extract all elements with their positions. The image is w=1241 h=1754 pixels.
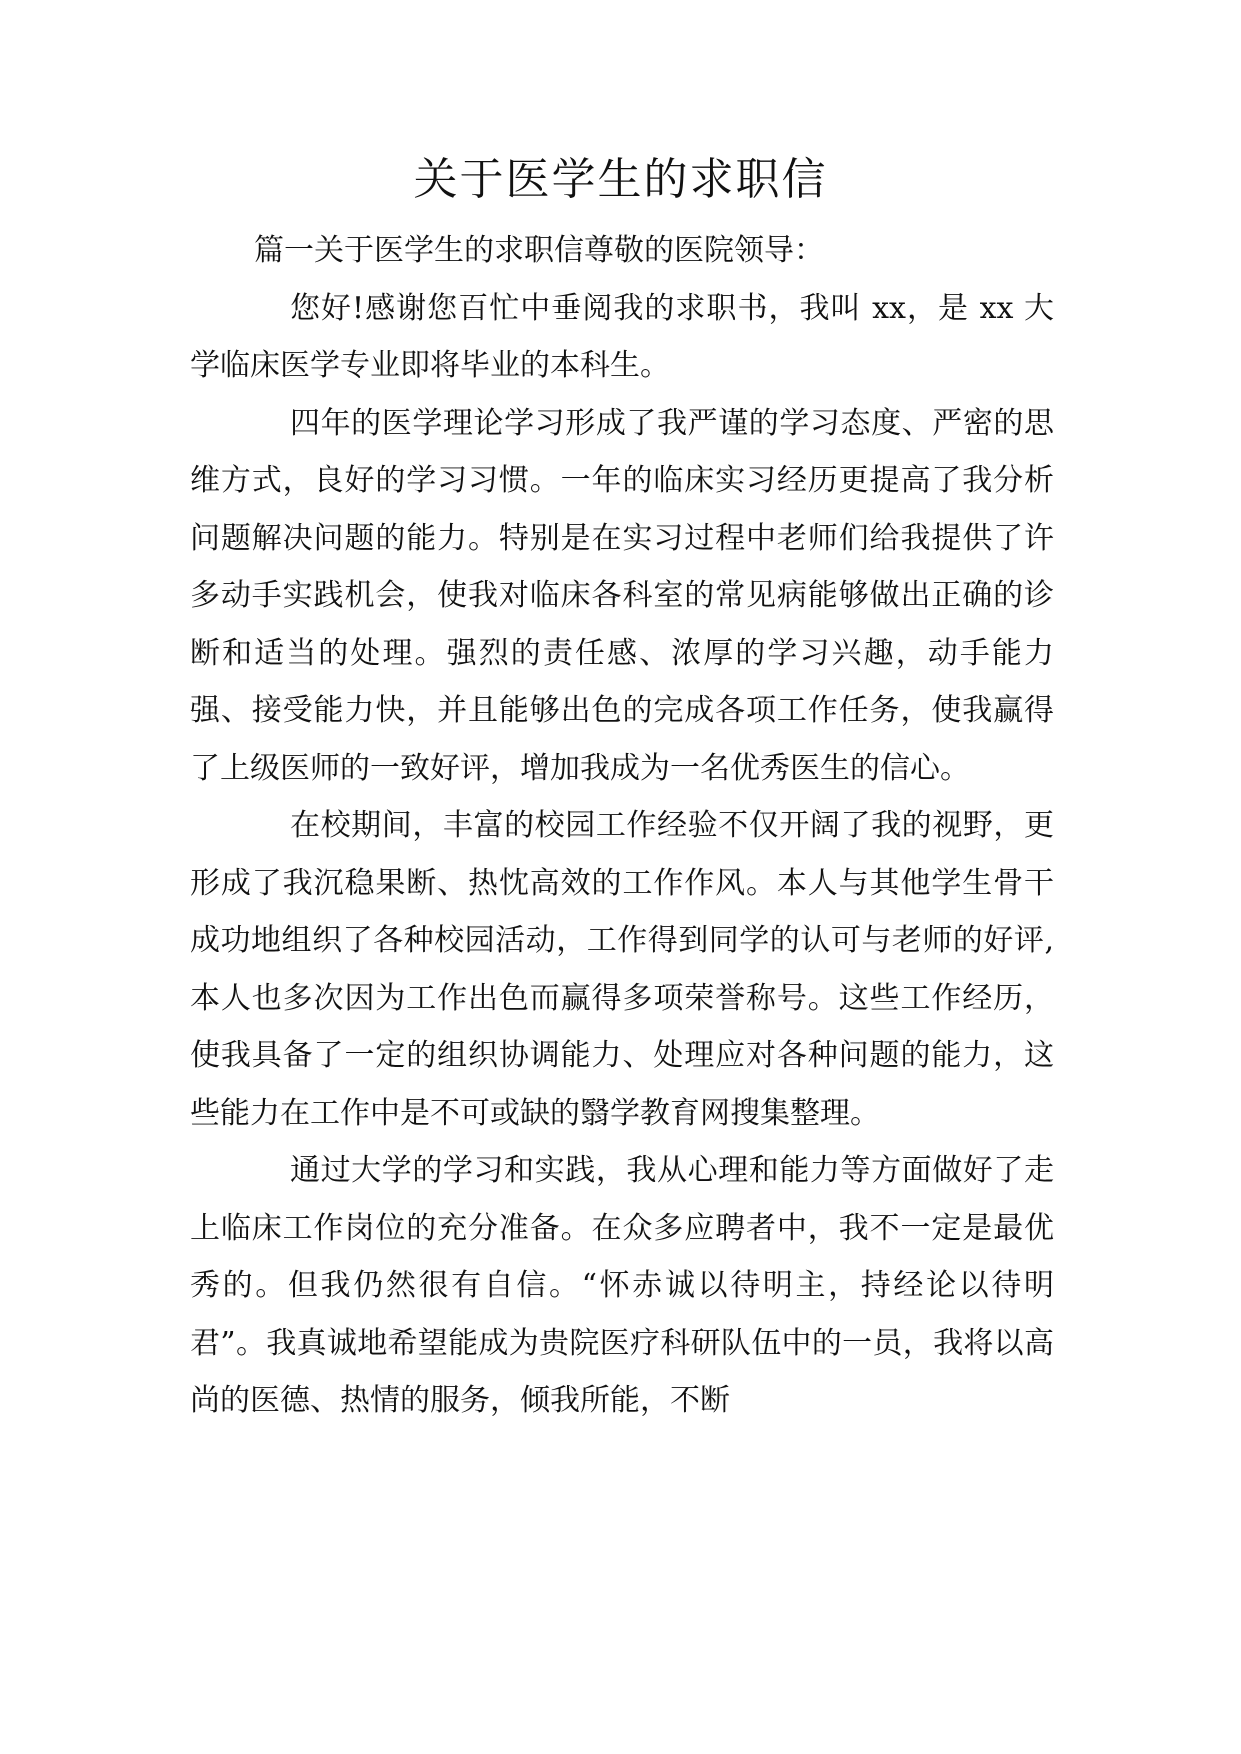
document-body	[190, 222, 1054, 1430]
paragraph-campus-work: 在校期间，丰富的校园工作经验不仅开阔了我的视野，更形成了我沉稳果断、热忱高效的工作作风。本人与其他学生骨干成功地组织了各种校园活动，工作得到同学的认可与老师的好评,本人也多次因为工作出色而赢得多项荣誉称号。这些工作经历，使我具备了一定的组织协调能力、处理应对各种问题的能力，这些能力在工作中是不可或缺的翳学教育网搜集整理。	[190, 808, 1054, 1131]
paragraph-study-experience: 四年的医学理论学习形成了我严谨的学习态度、严密的思维方式，良好的学习习惯。一年的临床实习经历更提高了我分析问题解决问题的能力。特别是在实习过程中老师们给我提供了许多动手实践机会，使我对临床各科室的常见病能够做出正确的诊断和适当的处理。强烈的责任感、浓厚的学习兴趣，动手能力强、接受能力快，并且能够出色的完成各项工作任务，使我赢得了上级医师的一致好评，增加我成为一名优秀医生的信心。	[190, 405, 1054, 786]
paragraph-greeting: 您好!感谢您百忙中垂阅我的求职书，我叫 xx，是 xx 大学临床医学专业即将毕业的本科生。	[190, 290, 1054, 383]
paragraph-salutation: 篇一关于医学生的求职信尊敬的医院领导：	[254, 233, 824, 268]
paragraph-closing: 通过大学的学习和实践，我从心理和能力等方面做好了走上临床工作岗位的充分准备。在众多应聘者中，我不一定是最优秀的。但我仍然很有自信。“怀赤诚以待明主，持经论以待明君”。我真诚地希望能成为贵院医疗科研队伍中的一员，我将以高尚的医德、热情的服务，倾我所能，不断	[190, 1153, 1054, 1418]
document-title: 关于医学生的求职信	[413, 154, 828, 205]
